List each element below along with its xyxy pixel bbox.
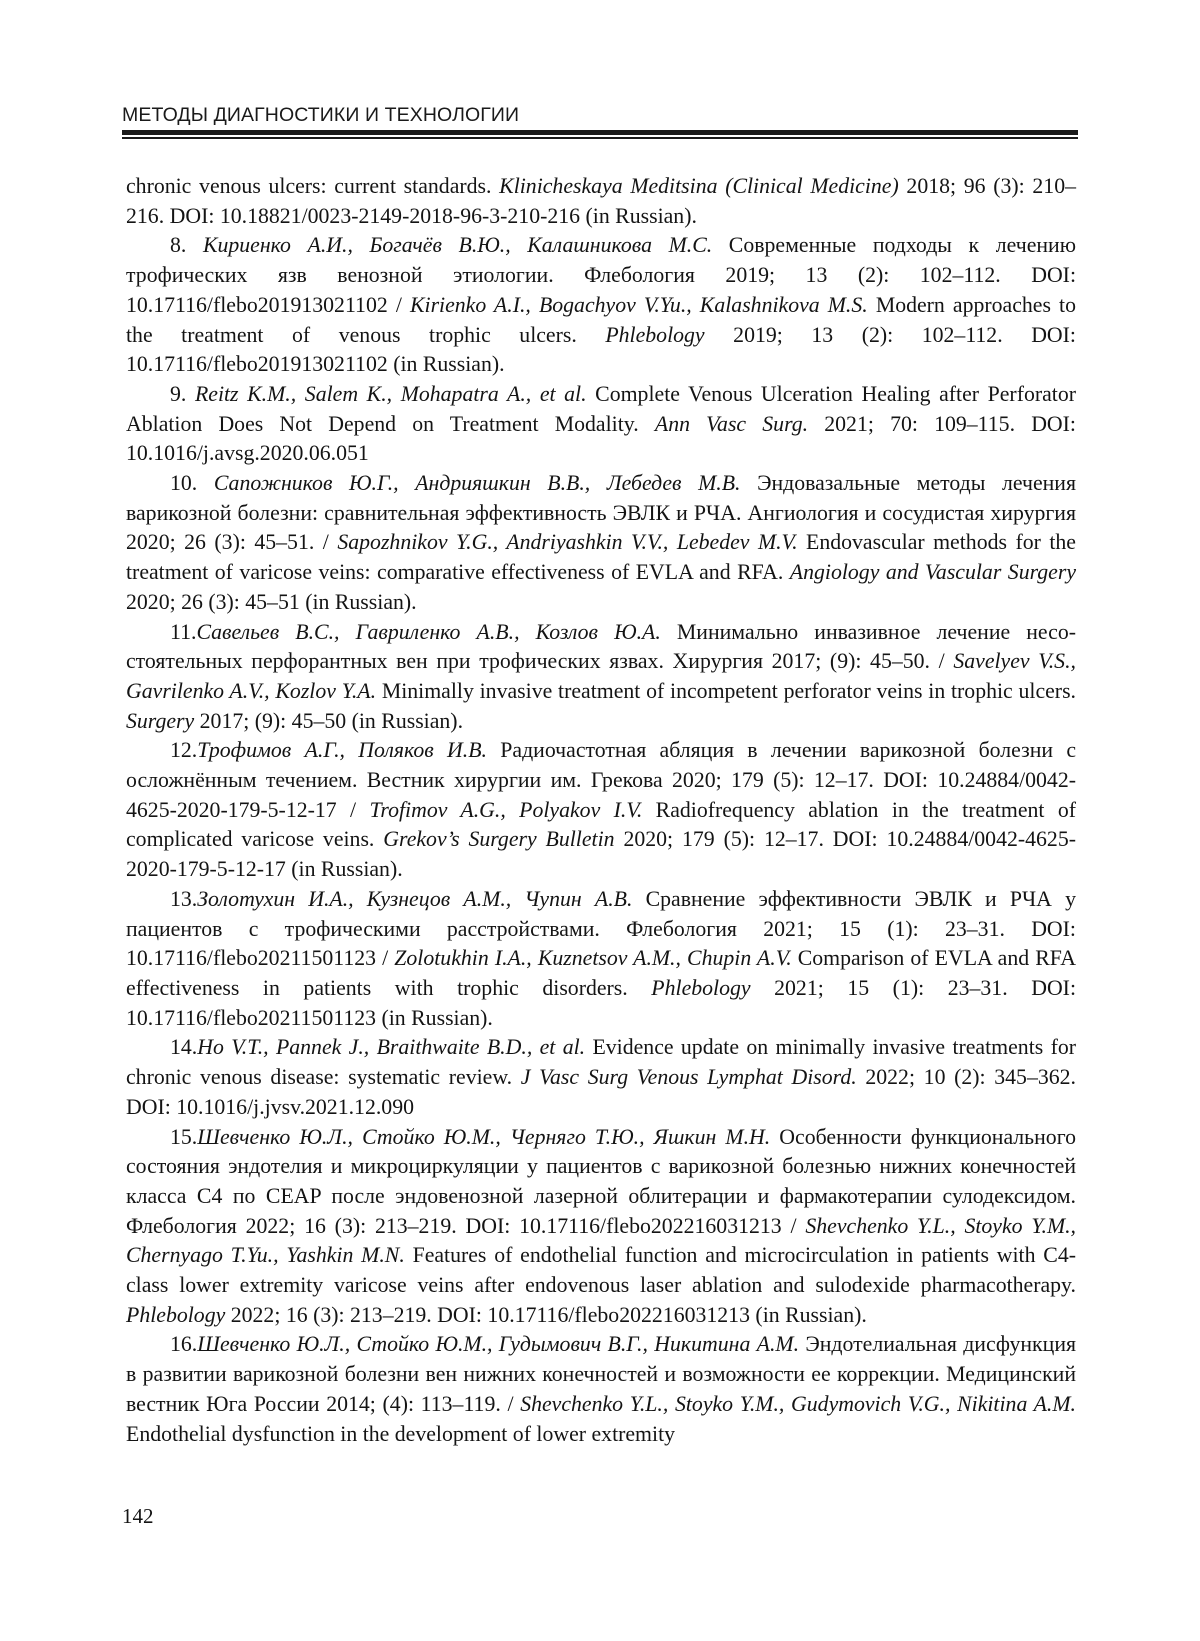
reference-italic-run: Phlebology [126, 1302, 226, 1327]
reference-item [126, 1123, 1076, 1331]
reference-list [126, 172, 1076, 1449]
reference-item [126, 172, 1076, 231]
reference-italic-run: Ann Vasc Surg. [654, 411, 809, 436]
reference-italic-run: Ho V.T., Pannek J., Braithwaite B.D., et al. [197, 1035, 586, 1060]
reference-italic-run: Phlebology [605, 322, 705, 347]
reference-italic-run: Шевченко Ю.Л., Стойко Ю.М., Черняго Т.Ю., Яшкин М.Н. [197, 1124, 771, 1149]
reference-text-run: Сравнение эффективности ЭВЛК и РЧА у пациентов с трофическими расстройствами. Флебология 2021; 15 (1): 23–31. DOI: 10.17116/flebo20211501123 / [126, 886, 1076, 971]
reference-text-run: 2022; 10 (2): 345–362. DOI: 10.1016/j.jvsv.2021.12.090 [126, 1065, 1076, 1119]
reference-italic-run: Phlebology [651, 975, 751, 1000]
reference-text-run: 2018; 96 (3): 210–216. DOI: 10.18821/0023-2149-2018-96-3-210-216 (in Russian). [126, 174, 1077, 228]
reference-text-run: Features of endothelial function and microcirculation in patients with C4-class lower extremity varicose veins after endovenous laser ablation and sulodexide pharmacotherapy. [126, 1243, 1076, 1298]
reference-text-run: Comparison of EVLA and RFA effectiveness in patients with trophic disorders. [126, 946, 1076, 1000]
reference-text-run: 13. [170, 886, 198, 911]
reference-italic-run: Сапожников Ю.Г., Андрияшкин В.В., Лебедев М.В. [213, 471, 741, 496]
reference-text-run: 2020; 179 (5): 12–17. DOI: 10.24884/0042-4625-2020-179-5-12-17 (in Russian). [126, 827, 1076, 882]
reference-italic-run: Grekov’s Surgery Bulletin [383, 827, 615, 852]
running-header [122, 103, 1078, 139]
section-title: МЕТОДЫ ДИАГНОСТИКИ И ТЕХНОЛОГИИ [122, 104, 520, 126]
reference-text-run: 2017; (9): 45–50 (in Russian). [194, 708, 464, 733]
reference-text-run: Radiofrequency ablation in the treatment of complicated varicose veins. [126, 797, 1077, 852]
reference-text-run: 2021; 15 (1): 23–31. DOI: 10.17116/flebo20211501123 (in Russian). [126, 975, 1076, 1030]
reference-text-run: Evidence update on minimally invasive treatments for chronic venous disease: systematic review. [126, 1035, 1076, 1090]
reference-text-run: 10. [170, 471, 214, 496]
reference-text-run: 15. [170, 1124, 198, 1149]
reference-italic-run: J Vasc Surg Venous Lymphat Disord. [520, 1065, 857, 1090]
reference-italic-run: Klinicheskaya Meditsina (Clinical Medicine) [499, 174, 899, 198]
header-rule-thin [122, 137, 1078, 139]
reference-italic-run: Shevchenko Y.L., Stoyko Y.M., Gudymovich V.G., Nikitina A.M. [520, 1391, 1076, 1416]
reference-item [126, 380, 1076, 469]
reference-text-run: 12. [170, 738, 198, 763]
reference-text-run: 2022; 16 (3): 213–219. DOI: 10.17116/flebo202216031213 (in Russian). [225, 1302, 867, 1327]
reference-text-run: Complete Venous Ulceration Healing after Perforator Ablation Does Not Depend on Treatment Modality. [126, 381, 1076, 436]
reference-text-run: 16. [170, 1332, 198, 1357]
reference-italic-run: Kirienko A.I., Bogachyov V.Yu., Kalashnikova M.S. [409, 292, 868, 317]
reference-text-run: chronic venous ulcers: current standards. [126, 174, 500, 198]
reference-text-run: 11. [170, 619, 197, 644]
reference-item [126, 1033, 1076, 1122]
reference-text-run: 2021; 70: 109–115. DOI: 10.1016/j.avsg.2020.06.051 [126, 411, 1076, 466]
reference-italic-run: Angiology and Vascular Surgery [789, 560, 1076, 585]
reference-text-run: Modern approaches to the treatment of venous trophic ulcers. [126, 292, 1076, 347]
reference-text-run: 2019; 13 (2): 102–112. DOI: 10.17116/flebo201913021102 (in Russian). [126, 322, 1076, 377]
reference-italic-run: Savelyev V.S., Gavrilenko A.V., Kozlov Y.A. [126, 649, 1076, 703]
reference-text-run: Эндовазальные методы лечения варикозной болезни: сравнительная эффективность ЭВЛК и РЧА. Ангиология и сосудистая хирургия 2020; 26 (3): 45–51. / [126, 471, 1076, 555]
reference-text-run: 14. [170, 1035, 198, 1060]
reference-italic-run: Zolotukhin I.A., Kuznetsov A.M., Chupin A.V. [394, 946, 792, 971]
reference-text-run: Радиочастотная абляция в лечении варикозной болезни с осложнённым течением. Вестник хирургии им. Грекова 2020; 179 (5): 12–17. DOI: 10.24884/0042-4625-2020-179-5-12-17 / [126, 738, 1077, 822]
reference-text-run: 2020; 26 (3): 45–51 (in Russian). [126, 589, 417, 614]
reference-text-run: Эндотелиальная дисфункция в развитии варикозной болезни вен нижних конечностей и возможности ее коррекции. Медицинский вестник Юга России 2014; (4): 113–119. / [126, 1332, 1077, 1416]
reference-item [126, 736, 1076, 885]
reference-item [126, 885, 1076, 1034]
reference-item [126, 618, 1076, 737]
reference-italic-run: Кириенко А.И., Богачёв В.Ю., Калашникова М.С. [202, 233, 713, 258]
reference-text-run: 9. [170, 381, 195, 406]
reference-text-run: Minimally invasive treatment of incompetent perforator veins in trophic ulcers. [376, 678, 1076, 703]
reference-text-run: Endovascular methods for the treatment of varicose veins: comparative effectiveness of EVLA and RFA. [126, 530, 1076, 585]
reference-item [126, 231, 1076, 380]
reference-item [126, 469, 1076, 618]
reference-italic-run: Surgery [126, 708, 195, 733]
reference-italic-run: Sapozhnikov Y.G., Andriyashkin V.V., Lebedev M.V. [337, 530, 798, 555]
reference-italic-run: Shevchenko Y.L., Stoyko Y.M., Chernyago T.Yu., Yashkin M.N. [126, 1213, 1076, 1268]
reference-text-run: Минимально инвазивное лечение несостоятельных перфорантных вен при трофических язвах. Хирургия 2017; (9): 45–50. / [126, 619, 1076, 674]
reference-text-run: 8. [170, 233, 203, 258]
reference-text-run: Endothelial dysfunction in the development of lower extremity [126, 1421, 676, 1446]
reference-italic-run: Шевченко Ю.Л., Стойко Ю.М., Гудымович В.Г., Никитина А.М. [197, 1332, 800, 1357]
reference-italic-run: Трофимов А.Г., Поляков И.В. [197, 738, 487, 763]
reference-text-run: Особенности функционального состояния эндотелия и микроциркуляции у пациентов с варикозной болезнью нижних конечностей класса С4 по CEAP после эндовенозной лазерной облитерации и фармакотерапии сулодексидом. Флебология 2022; 16 (3): 213–219. DOI: 10.17116/flebo202216031213 / [126, 1124, 1076, 1238]
reference-item [126, 1330, 1076, 1449]
reference-text-run: Современные подходы к лечению трофических язв венозной этиологии. Флебология 2019; 13 (2): 102–112. DOI: 10.17116/flebo201913021102 / [126, 233, 1076, 317]
page-number: 142 [122, 1504, 154, 1528]
reference-italic-run: Reitz K.M., Salem K., Mohapatra A., et al. [194, 381, 587, 406]
reference-italic-run: Золотухин И.А., Кузнецов А.М., Чупин А.В. [197, 886, 633, 911]
reference-italic-run: Савельев В.С., Гавриленко А.В., Козлов Ю.А. [196, 619, 661, 644]
reference-italic-run: Trofimov A.G., Polyakov I.V. [369, 797, 643, 822]
